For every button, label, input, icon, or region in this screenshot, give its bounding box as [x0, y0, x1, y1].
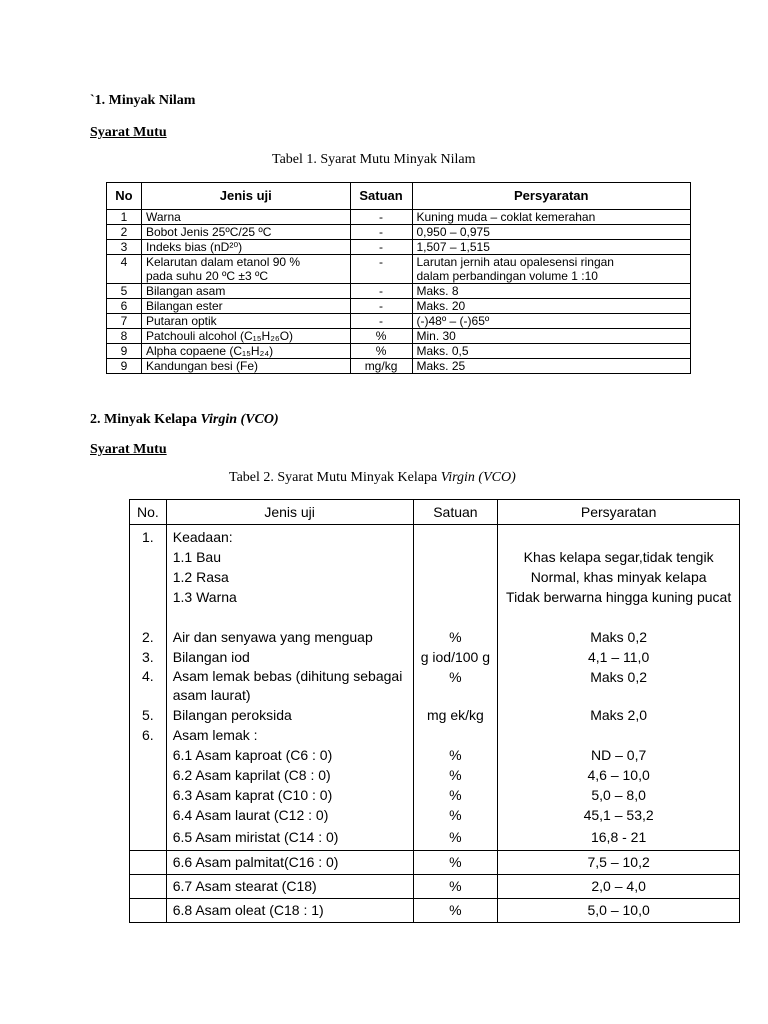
- table2-cell-persyaratan-line: Maks 0,2: [590, 669, 648, 685]
- section2-heading-italic: Virgin (VCO): [200, 412, 279, 427]
- table1-cell-satuan: -: [350, 299, 412, 314]
- table2-caption-italic: Virgin (VCO): [440, 470, 516, 485]
- table2-cell-jenis-line: 6.4 Asam laurat (C12 : 0): [172, 807, 329, 823]
- table1-cell-persyaratan-line: Maks. 0,5: [416, 344, 469, 358]
- table1-header-satuan: Satuan: [350, 183, 412, 210]
- table1-row: [107, 225, 691, 240]
- table2-cell-no-line: 5.: [142, 707, 154, 723]
- table1-cell-jenis: [141, 359, 350, 374]
- table1-cell-satuan: %: [350, 329, 412, 344]
- table2-cell-jenis-line: 6.5 Asam miristat (C14 : 0): [172, 829, 339, 845]
- table2-cell-satuan: %: [413, 875, 498, 899]
- table1-cell-persyaratan-line: (-)48º – (-)65º: [416, 314, 490, 328]
- table2-cell-no-line: 1.: [142, 529, 154, 545]
- table2-cell-no-line: [130, 567, 166, 587]
- table2-cell-jenis-line: Keadaan:: [172, 529, 233, 545]
- table2-cell-no-line: 6.: [142, 727, 154, 743]
- table1-cell-persyaratan: [412, 314, 691, 329]
- table1-cell-jenis-line: Bilangan ester: [145, 299, 223, 313]
- table2-cell-jenis: 6.8 Asam oleat (C18 : 1): [166, 899, 413, 923]
- table2-cell-persyaratan: 5,0 – 10,0: [498, 899, 740, 923]
- table1: [106, 182, 691, 374]
- table2-cell-satuan-line: [414, 587, 498, 607]
- table2-cell-satuan-line: [414, 567, 498, 587]
- table2-cell-persyaratan-line: Tidak berwarna hingga kuning pucat: [506, 589, 732, 605]
- table2-cell-no: [130, 851, 167, 875]
- table1-cell-jenis: [141, 225, 350, 240]
- table1-cell-persyaratan: [412, 210, 691, 225]
- table2-cell-no-line: 4.: [142, 668, 154, 684]
- table1-cell-persyaratan: [412, 240, 691, 255]
- table1-cell-jenis: [141, 255, 350, 284]
- section2-subheading: Syarat Mutu: [90, 442, 167, 457]
- table1-row: [107, 210, 691, 225]
- table2-cell-no-line: [130, 587, 166, 607]
- table2-header-persyaratan: Persyaratan: [498, 500, 740, 525]
- table1-cell-no: 9: [107, 359, 142, 374]
- table1-row: [107, 240, 691, 255]
- table2-cell-satuan-line: mg ek/kg: [426, 707, 484, 723]
- table1-row: [107, 314, 691, 329]
- table2-cell-persyaratan-line: [498, 607, 739, 627]
- table1-row: [107, 344, 691, 359]
- table2: [129, 499, 740, 923]
- table2-cell-no-line: 3.: [142, 649, 154, 665]
- table1-cell-persyaratan-line: Min. 30: [416, 329, 456, 343]
- table1-cell-persyaratan: [412, 344, 691, 359]
- table2-cell-persyaratan-line: 5,0 – 8,0: [591, 787, 646, 803]
- table1-cell-jenis: [141, 314, 350, 329]
- table2-cell-satuan-line: %: [449, 807, 462, 823]
- table2-caption: [229, 470, 516, 486]
- table1-cell-persyaratan: [412, 359, 691, 374]
- table2-cell-jenis-line: Air dan senyawa yang menguap: [172, 629, 373, 645]
- table1-cell-persyaratan: [412, 255, 691, 284]
- table2-cell-no-line: 2.: [142, 629, 154, 645]
- table2-cell-satuan-line: [414, 725, 498, 745]
- table1-cell-no: 7: [107, 314, 142, 329]
- table2-cell-no: [130, 875, 167, 899]
- table1-cell-persyaratan: [412, 225, 691, 240]
- table1-cell-satuan: %: [350, 344, 412, 359]
- table2-cell-jenis-line: 6.2 Asam kaprilat (C8 : 0): [172, 767, 331, 783]
- table1-cell-no: 8: [107, 329, 142, 344]
- table2-cell-satuan-line: [414, 527, 498, 547]
- table2-header-satuan: Satuan: [413, 500, 498, 525]
- table1-cell-no: 9: [107, 344, 142, 359]
- table2-cell-jenis-line: Bilangan iod: [172, 649, 250, 665]
- table1-row: [107, 299, 691, 314]
- table1-cell-jenis-line: Alpha copaene (C₁₅H₂₄): [145, 344, 274, 358]
- table1-cell-persyaratan-line: Maks. 20: [416, 299, 466, 313]
- table1-cell-satuan: -: [350, 240, 412, 255]
- table2-cell-persyaratan-line: ND – 0,7: [591, 747, 647, 763]
- table2-header-jenis: Jenis uji: [166, 500, 413, 525]
- table2-cell-jenis-line: asam laurat): [172, 687, 251, 703]
- table2-cell-satuan-line: %: [449, 767, 462, 783]
- table1-header-persyaratan: Persyaratan: [412, 183, 691, 210]
- table2-cell-satuan-line: %: [449, 669, 462, 685]
- table1-cell-persyaratan-line: Kuning muda – coklat kemerahan: [416, 210, 596, 224]
- table2-cell-jenis-line: 6.1 Asam kaproat (C6 : 0): [172, 747, 333, 763]
- table1-header-no: No: [107, 183, 142, 210]
- table2-cell-satuan-line: %: [449, 747, 462, 763]
- table1-cell-jenis-line: Kandungan besi (Fe): [145, 359, 259, 373]
- table2-cell-no: [130, 899, 167, 923]
- table1-cell-jenis: [141, 299, 350, 314]
- table1-cell-jenis-line: Kelarutan dalam etanol 90 %: [145, 255, 301, 269]
- table1-cell-satuan: -: [350, 314, 412, 329]
- table2-row: [130, 875, 740, 899]
- table2-cell-persyaratan: 7,5 – 10,2: [498, 851, 740, 875]
- table1-cell-no: 2: [107, 225, 142, 240]
- table1-cell-jenis-line: Putaran optik: [145, 314, 217, 328]
- table1-cell-satuan: -: [350, 284, 412, 299]
- table2-cell-jenis-line: Asam lemak :: [172, 727, 258, 743]
- table1-cell-persyaratan-line: Maks. 8: [416, 284, 459, 298]
- table2-cell-persyaratan-line: Normal, khas minyak kelapa: [530, 569, 707, 585]
- table2-cell-jenis-line: [173, 607, 413, 627]
- section2-heading-text: 2. Minyak Kelapa: [90, 412, 201, 427]
- table1-cell-jenis: [141, 210, 350, 225]
- table1-header-jenis: Jenis uji: [141, 183, 350, 210]
- table2-cell-satuan-line: %: [449, 787, 462, 803]
- table2-row: [130, 851, 740, 875]
- table1-cell-jenis-line: Bilangan asam: [145, 284, 226, 298]
- table1-cell-persyaratan-line: 1,507 – 1,515: [416, 240, 490, 254]
- table2-cell-satuan-line: %: [449, 829, 462, 845]
- table1-row: [107, 359, 691, 374]
- table2-cell-satuan-line: [414, 687, 498, 705]
- table2-caption-text: Tabel 2. Syarat Mutu Minyak Kelapa: [229, 470, 441, 485]
- table1-cell-jenis-line: Bobot Jenis 25ºC/25 ºC: [145, 225, 272, 239]
- table2-cell-no-line: [130, 685, 166, 705]
- table2-cell-no-line: [130, 547, 166, 567]
- table2-cell-satuan-line: %: [449, 629, 462, 645]
- table1-cell-no: 1: [107, 210, 142, 225]
- table2-header-no: No.: [130, 500, 167, 525]
- section2-heading: [90, 412, 279, 428]
- table1-caption: Tabel 1. Syarat Mutu Minyak Nilam: [272, 152, 476, 167]
- table2-cell-satuan-line: g iod/100 g: [420, 649, 491, 665]
- table1-row: [107, 284, 691, 299]
- table1-cell-jenis-line: pada suhu 20 ºC ±3 ºC: [145, 269, 269, 283]
- table2-cell-jenis-line: 1.2 Rasa: [172, 569, 229, 585]
- table2-cell-satuan-line: [414, 607, 498, 627]
- table2-row: [130, 899, 740, 923]
- table2-cell-persyaratan-line: Maks 0,2: [590, 629, 648, 645]
- table1-cell-persyaratan-line: 0,950 – 0,975: [416, 225, 490, 239]
- table1-cell-persyaratan: [412, 299, 691, 314]
- table2-cell-satuan: %: [413, 899, 498, 923]
- table2-cell-persyaratan-line: 45,1 – 53,2: [583, 807, 654, 823]
- table2-cell-jenis: 6.6 Asam palmitat(C16 : 0): [166, 851, 413, 875]
- section1-heading: `1. Minyak Nilam: [90, 93, 196, 108]
- table1-cell-persyaratan-line: Larutan jernih atau opalesensi ringan: [416, 255, 614, 269]
- table1-cell-satuan: mg/kg: [350, 359, 412, 374]
- table1-cell-no: 5: [107, 284, 142, 299]
- table1-cell-persyaratan: [412, 284, 691, 299]
- table1-cell-jenis: [141, 344, 350, 359]
- table2-cell-persyaratan-line: [498, 527, 739, 547]
- table1-cell-jenis-line: Warna: [145, 210, 181, 224]
- table2-cell-jenis-line: 1.3 Warna: [172, 589, 237, 605]
- table2-cell-persyaratan-line: Maks 2,0: [590, 707, 648, 723]
- table1-cell-jenis-line: Patchouli alcohol (C₁₅H₂₆O): [145, 329, 294, 343]
- table2-cell-satuan: %: [413, 851, 498, 875]
- table2-cell-jenis-line: Asam lemak bebas (dihitung sebagai: [172, 668, 403, 684]
- section1-subheading: Syarat Mutu: [90, 125, 167, 140]
- table1-cell-jenis-line: Indeks bias (nD²⁰): [145, 240, 243, 254]
- table2-cell-persyaratan: 2,0 – 4,0: [498, 875, 740, 899]
- table1-cell-no: 6: [107, 299, 142, 314]
- table2-cell-persyaratan-line: 4,1 – 11,0: [588, 649, 650, 665]
- table1-cell-persyaratan-line: dalam perbandingan volume 1 :10: [416, 269, 598, 283]
- table2-cell-persyaratan-line: Khas kelapa segar,tidak tengik: [523, 549, 714, 565]
- table1-cell-persyaratan: [412, 329, 691, 344]
- table2-cell-jenis-line: 6.3 Asam kaprat (C10 : 0): [172, 787, 333, 803]
- table2-cell-jenis: [166, 525, 413, 851]
- table1-cell-jenis: [141, 329, 350, 344]
- table2-cell-persyaratan: [498, 525, 740, 851]
- table2-cell-persyaratan-line: 16,8 - 21: [590, 829, 647, 845]
- table2-cell-satuan-line: [414, 547, 498, 567]
- table2-cell-jenis-line: 1.1 Bau: [172, 549, 221, 565]
- table2-cell-no: [130, 525, 167, 851]
- table1-cell-jenis: [141, 284, 350, 299]
- table2-cell-persyaratan-line: [498, 687, 739, 705]
- table2-cell-jenis-line: Bilangan peroksida: [172, 707, 292, 723]
- table1-cell-no: 4: [107, 255, 142, 284]
- table2-cell-jenis: 6.7 Asam stearat (C18): [166, 875, 413, 899]
- table2-cell-satuan: [413, 525, 498, 851]
- table1-cell-jenis: [141, 240, 350, 255]
- table2-cell-no-line: [130, 607, 166, 627]
- table1-cell-satuan: -: [350, 255, 412, 284]
- table1-row: [107, 329, 691, 344]
- table2-cell-persyaratan-line: 4,6 – 10,0: [587, 767, 650, 783]
- table1-cell-satuan: -: [350, 225, 412, 240]
- table2-main-row: [130, 525, 740, 851]
- table2-cell-persyaratan-line: [498, 725, 739, 745]
- table1-row: [107, 255, 691, 284]
- table1-cell-persyaratan-line: Maks. 25: [416, 359, 466, 373]
- table1-cell-satuan: -: [350, 210, 412, 225]
- table1-cell-no: 3: [107, 240, 142, 255]
